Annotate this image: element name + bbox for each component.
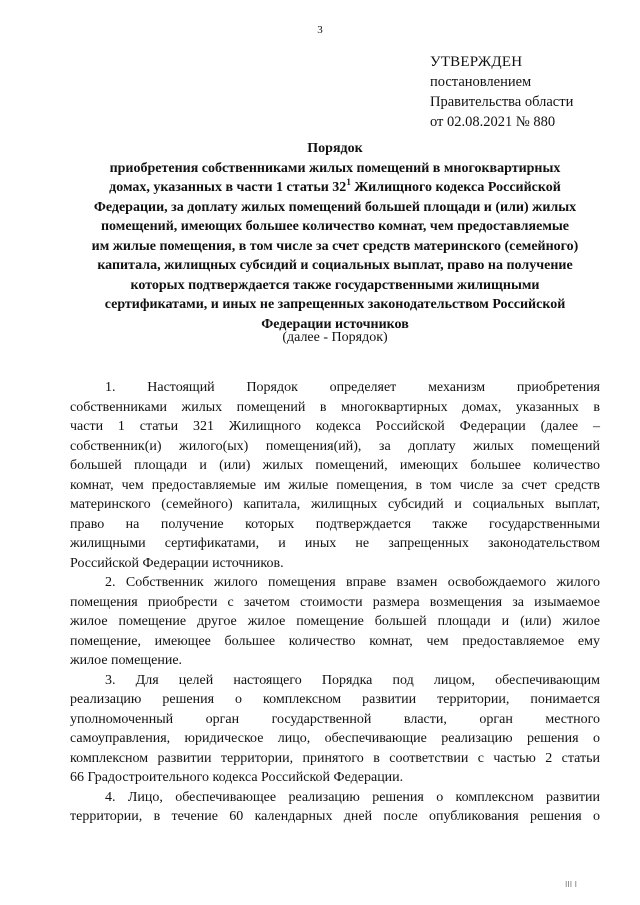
title-line: Федерации, за доплату жилых помещений большей площади и (или) жилых bbox=[93, 199, 577, 215]
paragraph-line: комплексном развитии территории, принятого в соответствии с частью 2 статьи bbox=[70, 750, 600, 766]
title-text: Жилищного кодекса Российской bbox=[350, 180, 561, 195]
paragraph-line: помещения приобрести с зачетом стоимости размера возмещения за изымаемое bbox=[70, 594, 600, 610]
title-heading: Порядок bbox=[307, 141, 363, 156]
paragraph-line: 66 Градостроительного кодекса Российской Федерации. bbox=[70, 770, 404, 785]
page-number: 3 bbox=[317, 24, 323, 36]
title-line: помещений, имеющих большее количество комнат, чем предоставляемые bbox=[100, 219, 570, 234]
paragraph-line: собственниками жилых помещений в многоквартирных домах, указанных в bbox=[70, 399, 600, 415]
paragraph-line: части 1 статьи 321 Жилищного кодекса Российской Федерации (далее – bbox=[70, 419, 600, 434]
approval-heading: УТВЕРЖДЕН bbox=[430, 54, 523, 70]
paragraph-line: право на получение которых подтверждается также государственными bbox=[70, 516, 600, 532]
title-line: капитала, жилищных субсидий и социальных выплат, право на получение bbox=[97, 258, 573, 273]
approval-stamp bbox=[430, 52, 573, 132]
title-line: Федерации источников bbox=[261, 316, 409, 332]
paragraph-line: самоуправления, юридическое лицо, обеспечивающие реализацию решения о bbox=[70, 731, 600, 746]
paragraph-line: комнат, чем предоставляемые им жилые помещения, в том числе за счет средств bbox=[70, 477, 600, 493]
title-superscript: 1 bbox=[346, 177, 351, 187]
approval-date: от 02.08.2021 № 880 bbox=[430, 114, 556, 130]
paragraph-line: материнского (семейного) капитала, жилищных субсидий и социальных выплат, bbox=[70, 497, 600, 512]
title-text: домах, указанных в части 1 статьи 32 bbox=[109, 180, 347, 195]
title-line: приобретения собственниками жилых помещений в многоквартирных bbox=[109, 160, 561, 176]
title-line: им жилые помещения, в том числе за счет средств материнского (семейного) bbox=[91, 238, 579, 254]
title-line: которых подтверждается также государственными жилищными bbox=[130, 277, 540, 293]
paragraph-line: жилое помещение. bbox=[70, 653, 183, 668]
paragraph-line: уполномоченный орган государственной власти, орган местного bbox=[70, 711, 600, 727]
paragraph-line: 2. Собственник жилого помещения вправе взамен освобождаемого жилого bbox=[105, 575, 600, 590]
paragraph-line: территории, в течение 60 календарных дней после опубликования решения о bbox=[70, 809, 600, 824]
paragraph-line: 4. Лицо, обеспечивающее реализацию решения о комплексном развитии bbox=[105, 789, 600, 805]
document-body bbox=[70, 378, 600, 827]
footer-mark: III I bbox=[565, 880, 577, 889]
paragraph-line: собственник(и) жилого(ых) помещения(ий), за доплату жилых помещений bbox=[70, 438, 600, 454]
paragraph-line: большей площади и (или) жилых помещений, имеющих большее количество bbox=[70, 458, 600, 473]
paragraph-line: 3. Для целей настоящего Порядка под лицом, обеспечивающим bbox=[105, 672, 600, 688]
paragraph-line: жилищными сертификатами, и иных не запрещенных законодательством bbox=[70, 536, 600, 551]
paragraph-line: помещение, имеющее большее количество комнат, чем предоставляемое ему bbox=[70, 633, 600, 649]
approval-line: постановлением bbox=[430, 74, 532, 90]
paragraph-line: реализацию решения о комплексном развитии территории, понимается bbox=[70, 692, 600, 707]
paragraph-line: 1. Настоящий Порядок определяет механизм приобретения bbox=[105, 380, 600, 395]
paragraph-line: Российской Федерации источников. bbox=[70, 555, 284, 571]
paragraph-line: жилое помещение другое жилое помещение большей площади и (или) жилое bbox=[70, 614, 600, 629]
title-line bbox=[70, 178, 600, 198]
document-title bbox=[70, 139, 600, 334]
document-subtitle: (далее - Порядок) bbox=[282, 330, 388, 345]
title-line: сертификатами, и иных не запрещенных законодательством Российской bbox=[104, 297, 566, 312]
approval-line: Правительства области bbox=[430, 94, 574, 110]
